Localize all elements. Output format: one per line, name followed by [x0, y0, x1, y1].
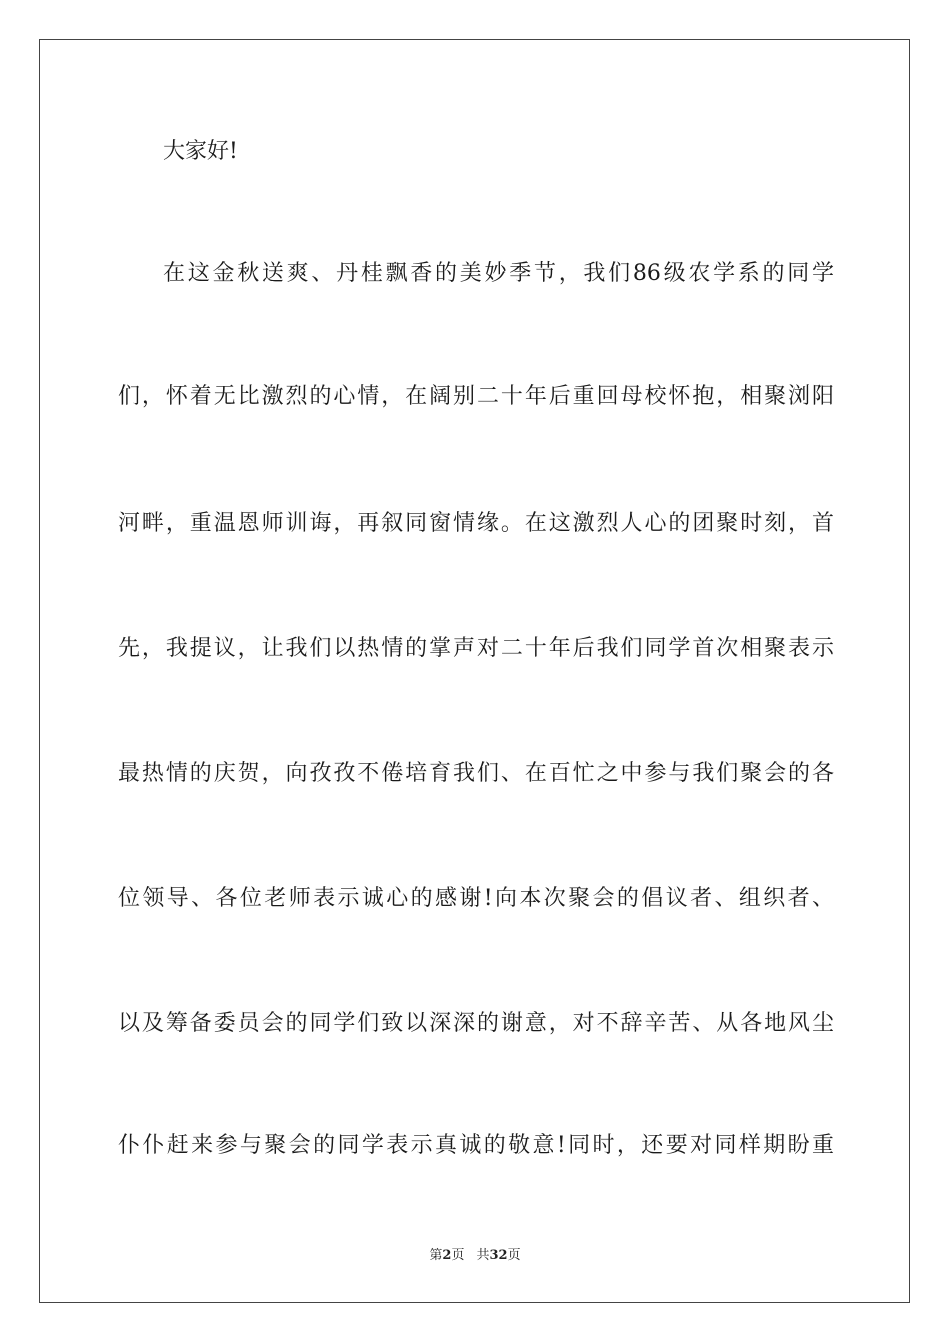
- body-line-2: 们，怀着无比激烈的心情，在阔别二十年后重回母校怀抱，相聚浏阳: [118, 384, 834, 409]
- greeting-line: 大家好!: [163, 139, 238, 164]
- page-border: [39, 39, 910, 1303]
- page-prefix: 第: [429, 1248, 443, 1263]
- body-line-3: 河畔，重温恩师训诲，再叙同窗情缘。在这激烈人心的团聚时刻，首: [118, 511, 834, 536]
- body-line-1: 在这金秋送爽、丹桂飘香的美妙季节，我们86级农学系的同学: [163, 261, 834, 286]
- total-pages: 32: [489, 1248, 508, 1263]
- body-line-4: 先，我提议，让我们以热情的掌声对二十年后我们同学首次相聚表示: [118, 636, 834, 661]
- body-line-6: 位领导、各位老师表示诚心的感谢!向本次聚会的倡议者、组织者、: [118, 886, 834, 911]
- page-number: 2: [442, 1248, 452, 1263]
- body-line-5: 最热情的庆贺，向孜孜不倦培育我们、在百忙之中参与我们聚会的各: [118, 761, 834, 786]
- total-suffix: 页: [507, 1248, 521, 1263]
- body-line-8: 仆仆赶来参与聚会的同学表示真诚的敬意!同时，还要对同样期盼重: [118, 1133, 834, 1158]
- page-suffix: 页: [451, 1248, 465, 1263]
- body-line-7: 以及筹备委员会的同学们致以深深的谢意，对不辞辛苦、从各地风尘: [118, 1011, 834, 1036]
- total-prefix: 共: [476, 1248, 490, 1263]
- page-footer: [0, 1247, 950, 1265]
